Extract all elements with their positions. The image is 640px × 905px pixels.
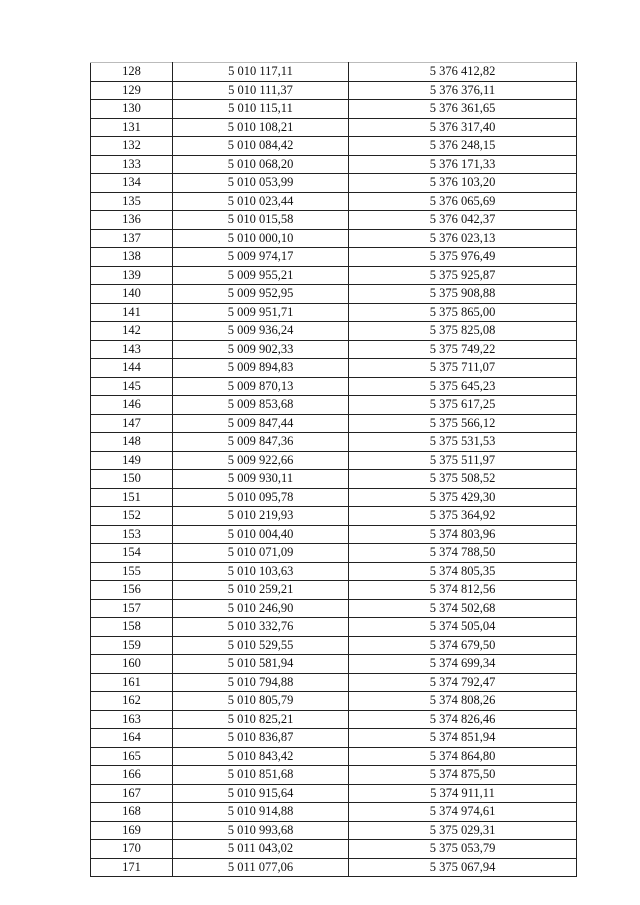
y-coordinate-cell: 5 374 864,80	[349, 747, 577, 766]
table-row	[91, 414, 577, 433]
y-coordinate-cell: 5 376 412,82	[349, 63, 577, 82]
y-coordinate-cell: 5 376 248,15	[349, 137, 577, 156]
point-number-cell: 147	[91, 414, 173, 433]
x-coordinate-cell: 5 010 115,11	[173, 100, 349, 119]
x-coordinate-cell: 5 010 993,68	[173, 821, 349, 840]
y-coordinate-cell: 5 375 749,22	[349, 340, 577, 359]
y-coordinate-cell: 5 374 875,50	[349, 766, 577, 785]
coordinates-table	[90, 62, 577, 877]
y-coordinate-cell: 5 375 053,79	[349, 840, 577, 859]
y-coordinate-cell: 5 374 699,34	[349, 655, 577, 674]
y-coordinate-cell: 5 374 805,35	[349, 562, 577, 581]
point-number-cell: 164	[91, 729, 173, 748]
y-coordinate-cell: 5 375 029,31	[349, 821, 577, 840]
y-coordinate-cell: 5 374 679,50	[349, 636, 577, 655]
x-coordinate-cell: 5 011 043,02	[173, 840, 349, 859]
y-coordinate-cell: 5 375 976,49	[349, 248, 577, 267]
table-row	[91, 784, 577, 803]
table-row	[91, 544, 577, 563]
y-coordinate-cell: 5 374 812,56	[349, 581, 577, 600]
x-coordinate-cell: 5 009 952,95	[173, 285, 349, 304]
table-row	[91, 340, 577, 359]
point-number-cell: 132	[91, 137, 173, 156]
table-row	[91, 692, 577, 711]
y-coordinate-cell: 5 375 364,92	[349, 507, 577, 526]
point-number-cell: 161	[91, 673, 173, 692]
point-number-cell: 165	[91, 747, 173, 766]
y-coordinate-cell: 5 374 911,11	[349, 784, 577, 803]
table-row	[91, 729, 577, 748]
x-coordinate-cell: 5 010 000,10	[173, 229, 349, 248]
y-coordinate-cell: 5 374 808,26	[349, 692, 577, 711]
x-coordinate-cell: 5 011 077,06	[173, 858, 349, 877]
table-row	[91, 81, 577, 100]
y-coordinate-cell: 5 375 925,87	[349, 266, 577, 285]
table-row	[91, 581, 577, 600]
y-coordinate-cell: 5 374 974,61	[349, 803, 577, 822]
y-coordinate-cell: 5 374 851,94	[349, 729, 577, 748]
point-number-cell: 129	[91, 81, 173, 100]
x-coordinate-cell: 5 009 853,68	[173, 396, 349, 415]
point-number-cell: 151	[91, 488, 173, 507]
table-row	[91, 636, 577, 655]
y-coordinate-cell: 5 376 065,69	[349, 192, 577, 211]
x-coordinate-cell: 5 010 332,76	[173, 618, 349, 637]
x-coordinate-cell: 5 009 936,24	[173, 322, 349, 341]
y-coordinate-cell: 5 374 505,04	[349, 618, 577, 637]
y-coordinate-cell: 5 376 103,20	[349, 174, 577, 193]
point-number-cell: 138	[91, 248, 173, 267]
point-number-cell: 158	[91, 618, 173, 637]
point-number-cell: 135	[91, 192, 173, 211]
table-row	[91, 63, 577, 82]
table-row	[91, 840, 577, 859]
x-coordinate-cell: 5 010 071,09	[173, 544, 349, 563]
x-coordinate-cell: 5 010 843,42	[173, 747, 349, 766]
table-row	[91, 174, 577, 193]
x-coordinate-cell: 5 009 870,13	[173, 377, 349, 396]
y-coordinate-cell: 5 375 908,88	[349, 285, 577, 304]
point-number-cell: 142	[91, 322, 173, 341]
y-coordinate-cell: 5 375 566,12	[349, 414, 577, 433]
table-row	[91, 155, 577, 174]
y-coordinate-cell: 5 375 825,08	[349, 322, 577, 341]
point-number-cell: 157	[91, 599, 173, 618]
x-coordinate-cell: 5 009 922,66	[173, 451, 349, 470]
y-coordinate-cell: 5 376 171,33	[349, 155, 577, 174]
point-number-cell: 143	[91, 340, 173, 359]
table-row	[91, 655, 577, 674]
point-number-cell: 141	[91, 303, 173, 322]
table-row	[91, 710, 577, 729]
x-coordinate-cell: 5 010 023,44	[173, 192, 349, 211]
point-number-cell: 156	[91, 581, 173, 600]
x-coordinate-cell: 5 010 836,87	[173, 729, 349, 748]
table-row	[91, 118, 577, 137]
x-coordinate-cell: 5 010 246,90	[173, 599, 349, 618]
x-coordinate-cell: 5 010 015,58	[173, 211, 349, 230]
point-number-cell: 146	[91, 396, 173, 415]
table-row	[91, 747, 577, 766]
coordinates-table-body	[91, 63, 577, 877]
point-number-cell: 144	[91, 359, 173, 378]
table-row	[91, 858, 577, 877]
point-number-cell: 167	[91, 784, 173, 803]
x-coordinate-cell: 5 010 068,20	[173, 155, 349, 174]
table-row	[91, 285, 577, 304]
table-row	[91, 803, 577, 822]
x-coordinate-cell: 5 010 805,79	[173, 692, 349, 711]
point-number-cell: 155	[91, 562, 173, 581]
x-coordinate-cell: 5 009 955,21	[173, 266, 349, 285]
y-coordinate-cell: 5 375 617,25	[349, 396, 577, 415]
x-coordinate-cell: 5 010 914,88	[173, 803, 349, 822]
point-number-cell: 152	[91, 507, 173, 526]
y-coordinate-cell: 5 375 067,94	[349, 858, 577, 877]
x-coordinate-cell: 5 009 847,44	[173, 414, 349, 433]
point-number-cell: 134	[91, 174, 173, 193]
table-row	[91, 673, 577, 692]
table-row	[91, 100, 577, 119]
x-coordinate-cell: 5 009 930,11	[173, 470, 349, 489]
x-coordinate-cell: 5 010 095,78	[173, 488, 349, 507]
y-coordinate-cell: 5 375 645,23	[349, 377, 577, 396]
y-coordinate-cell: 5 375 865,00	[349, 303, 577, 322]
table-row	[91, 359, 577, 378]
point-number-cell: 130	[91, 100, 173, 119]
table-row	[91, 821, 577, 840]
point-number-cell: 162	[91, 692, 173, 711]
y-coordinate-cell: 5 375 508,52	[349, 470, 577, 489]
point-number-cell: 163	[91, 710, 173, 729]
point-number-cell: 148	[91, 433, 173, 452]
x-coordinate-cell: 5 010 581,94	[173, 655, 349, 674]
x-coordinate-cell: 5 010 529,55	[173, 636, 349, 655]
y-coordinate-cell: 5 376 376,11	[349, 81, 577, 100]
point-number-cell: 154	[91, 544, 173, 563]
table-row	[91, 192, 577, 211]
x-coordinate-cell: 5 010 084,42	[173, 137, 349, 156]
point-number-cell: 131	[91, 118, 173, 137]
point-number-cell: 133	[91, 155, 173, 174]
table-row	[91, 507, 577, 526]
table-row	[91, 451, 577, 470]
y-coordinate-cell: 5 376 023,13	[349, 229, 577, 248]
table-row	[91, 396, 577, 415]
table-row	[91, 470, 577, 489]
x-coordinate-cell: 5 009 974,17	[173, 248, 349, 267]
y-coordinate-cell: 5 374 788,50	[349, 544, 577, 563]
y-coordinate-cell: 5 374 792,47	[349, 673, 577, 692]
table-row	[91, 303, 577, 322]
point-number-cell: 150	[91, 470, 173, 489]
x-coordinate-cell: 5 010 825,21	[173, 710, 349, 729]
y-coordinate-cell: 5 375 429,30	[349, 488, 577, 507]
table-row	[91, 599, 577, 618]
x-coordinate-cell: 5 010 219,93	[173, 507, 349, 526]
point-number-cell: 168	[91, 803, 173, 822]
table-row	[91, 229, 577, 248]
point-number-cell: 166	[91, 766, 173, 785]
table-row	[91, 433, 577, 452]
point-number-cell: 128	[91, 63, 173, 82]
table-row	[91, 525, 577, 544]
y-coordinate-cell: 5 375 511,97	[349, 451, 577, 470]
x-coordinate-cell: 5 010 794,88	[173, 673, 349, 692]
x-coordinate-cell: 5 010 004,40	[173, 525, 349, 544]
x-coordinate-cell: 5 009 951,71	[173, 303, 349, 322]
table-row	[91, 377, 577, 396]
table-row	[91, 488, 577, 507]
x-coordinate-cell: 5 010 111,37	[173, 81, 349, 100]
point-number-cell: 137	[91, 229, 173, 248]
x-coordinate-cell: 5 010 108,21	[173, 118, 349, 137]
table-row	[91, 766, 577, 785]
x-coordinate-cell: 5 009 847,36	[173, 433, 349, 452]
point-number-cell: 139	[91, 266, 173, 285]
y-coordinate-cell: 5 376 361,65	[349, 100, 577, 119]
point-number-cell: 159	[91, 636, 173, 655]
point-number-cell: 171	[91, 858, 173, 877]
point-number-cell: 153	[91, 525, 173, 544]
table-row	[91, 562, 577, 581]
x-coordinate-cell: 5 009 902,33	[173, 340, 349, 359]
y-coordinate-cell: 5 374 803,96	[349, 525, 577, 544]
table-row	[91, 211, 577, 230]
point-number-cell: 145	[91, 377, 173, 396]
y-coordinate-cell: 5 375 531,53	[349, 433, 577, 452]
table-row	[91, 322, 577, 341]
table-row	[91, 266, 577, 285]
x-coordinate-cell: 5 010 103,63	[173, 562, 349, 581]
y-coordinate-cell: 5 375 711,07	[349, 359, 577, 378]
y-coordinate-cell: 5 376 042,37	[349, 211, 577, 230]
point-number-cell: 149	[91, 451, 173, 470]
x-coordinate-cell: 5 009 894,83	[173, 359, 349, 378]
y-coordinate-cell: 5 376 317,40	[349, 118, 577, 137]
table-row	[91, 248, 577, 267]
x-coordinate-cell: 5 010 915,64	[173, 784, 349, 803]
y-coordinate-cell: 5 374 826,46	[349, 710, 577, 729]
x-coordinate-cell: 5 010 117,11	[173, 63, 349, 82]
table-row	[91, 137, 577, 156]
x-coordinate-cell: 5 010 259,21	[173, 581, 349, 600]
point-number-cell: 160	[91, 655, 173, 674]
point-number-cell: 140	[91, 285, 173, 304]
table-row	[91, 618, 577, 637]
point-number-cell: 136	[91, 211, 173, 230]
y-coordinate-cell: 5 374 502,68	[349, 599, 577, 618]
x-coordinate-cell: 5 010 851,68	[173, 766, 349, 785]
point-number-cell: 169	[91, 821, 173, 840]
x-coordinate-cell: 5 010 053,99	[173, 174, 349, 193]
point-number-cell: 170	[91, 840, 173, 859]
